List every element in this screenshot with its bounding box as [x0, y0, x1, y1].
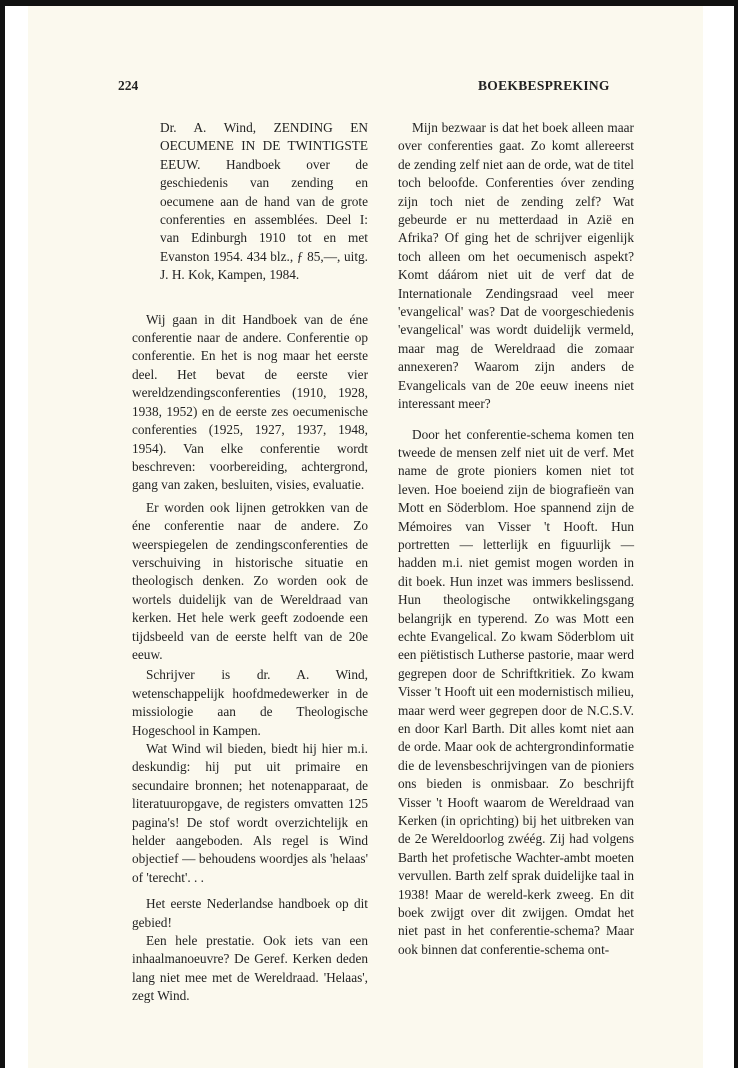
- scan-border-right: [734, 0, 738, 1068]
- scan-border-left: [0, 0, 5, 1068]
- page-number: 224: [118, 78, 139, 93]
- paragraph: Schrijver is dr. A. Wind, wetenschappelijk hoofdmedewerker in de missiologie aan de Theologische Hogeschool in Kampen.: [132, 667, 368, 738]
- paragraph: Het eerste Nederlandse handboek op dit gebied!: [132, 896, 368, 930]
- left-column: [132, 119, 368, 1006]
- book-citation: [132, 119, 368, 285]
- right-column: [398, 119, 634, 959]
- book-page: [28, 6, 703, 1068]
- paragraph: Wat Wind wil bieden, biedt hij hier m.i. deskundig: hij put uit primaire en secundaire bronnen; het notenapparaat, de literatuuropgave, de registers omvatten 125 pagina's! De stof wordt overzichtelijk en helder aangeboden. Als regel is Wind objectief — behoudens woordjes als 'helaas' of 'terecht'. . .: [132, 741, 368, 885]
- paragraph: Door het conferentie-schema komen ten tweede de mensen zelf niet uit de verf. Met name de grote pioniers komen niet tot leven. Hoe boeiend zijn de biografieën van Mott en Söderblom. Hoe spannend zijn de Mémoires van Visser 't Hooft. Hun portretten — letterlijk en figuurlijk — hadden m.i. niet gemist mogen worden in dit boek. Hun inzet was immers beslissend. Hun theologische ontwikkelingsgang belangrijk en typerend. Zo was Mott een echte Evangelical. Zo kwam Söderblom uit een piëtistisch Lutherse pastorie, maar werd gegrepen door de Schriftkritiek. Zo kwam Visser 't Hooft uit een modernistisch milieu, maar werd weer gegrepen door de N.C.S.V. en door Karl Barth. Dit alles komt niet aan de orde. Maar ook de achtergrondinformatie die de levensbeschrijvingen van de pioniers ons bieden is onmisbaar. Zo beschrijft Visser 't Hooft waarom de Wereldraad van Kerken (in oprichting) bij het uitbreken van de 2e Wereldoorlog zwéég. Zij had volgens Barth het profetische Wachter-ambt moeten vervullen. Barth zelf sprak duidelijke taal in 1938! Maar de wereld-kerk zweeg. En dit boek zwijgt over dit zwijgen. Omdat het niet past in het conferentie-schema? Maar ook binnen dat conferentie-schema ont-: [398, 426, 634, 957]
- running-head: BOEKBESPREKING: [478, 78, 610, 93]
- paragraph: Een hele prestatie. Ook iets van een inhaalmanoeuvre? De Geref. Kerken deden lang niet mee met de Wereldraad. 'Helaas', zegt Wind.: [132, 933, 368, 1004]
- citation-text: Dr. A. Wind, ZENDING EN OECUMENE IN DE TWINTIGSTE EEUW. Handboek over de geschiedenis van zending en oecumene aan de hand van de grote conferenties en assemblées. Deel I: van Edinburgh 1910 tot en met Evanston 1954. 434 blz., ƒ 85,—, uitg. J. H. Kok, Kampen, 1984.: [160, 120, 368, 283]
- paragraph: Er worden ook lijnen getrokken van de éne conferentie naar de andere. Zo weerspiegelen de zendingsconferenties de verschuiving in historische situatie en theologisch denken. Zo worden ook de wortels duidelijk van de Wereldraad van kerken. Het hele werk geeft zodoende een tijdsbeeld van de eerste helft van de 20e eeuw.: [132, 499, 368, 662]
- paragraph: Mijn bezwaar is dat het boek alleen maar over conferenties gaat. Zo komt allereerst de zending zelf niet aan de orde, wat de titel toch beloofde. Conferenties óver zending zijn toch niet de zending zelf? Wat gebeurde er nu metterdaad in Azië en Afrika? Of ging het de schrijver eigenlijk toch alleen om het oecumenisch aspekt? Komt dáárom niet uit de verf dat de Internationale Zendingsraad veel meer 'evangelical' was? Dat de voorgeschiedenis 'evangelical' was wordt duidelijk vermeld, maar mag de Wereldraad die zomaar annexeren? Waarom zijn anders de Evangelicals van de 20e eeuw ineens niet interessant meer?: [398, 120, 634, 412]
- paragraph: Wij gaan in dit Handboek van de éne conferentie naar de andere. Conferentie op conferentie. En het is nog maar het eerste deel. Het bevat de eerste vier wereldzendingsconferenties (1910, 1928, 1938, 1952) en de eerste zes oecumenische conferenties (1925, 1927, 1937, 1948, 1954). Van elke conferentie wordt beschreven: voorbereiding, achtergrond, gang van zaken, besluiten, visies, evaluatie.: [132, 311, 368, 493]
